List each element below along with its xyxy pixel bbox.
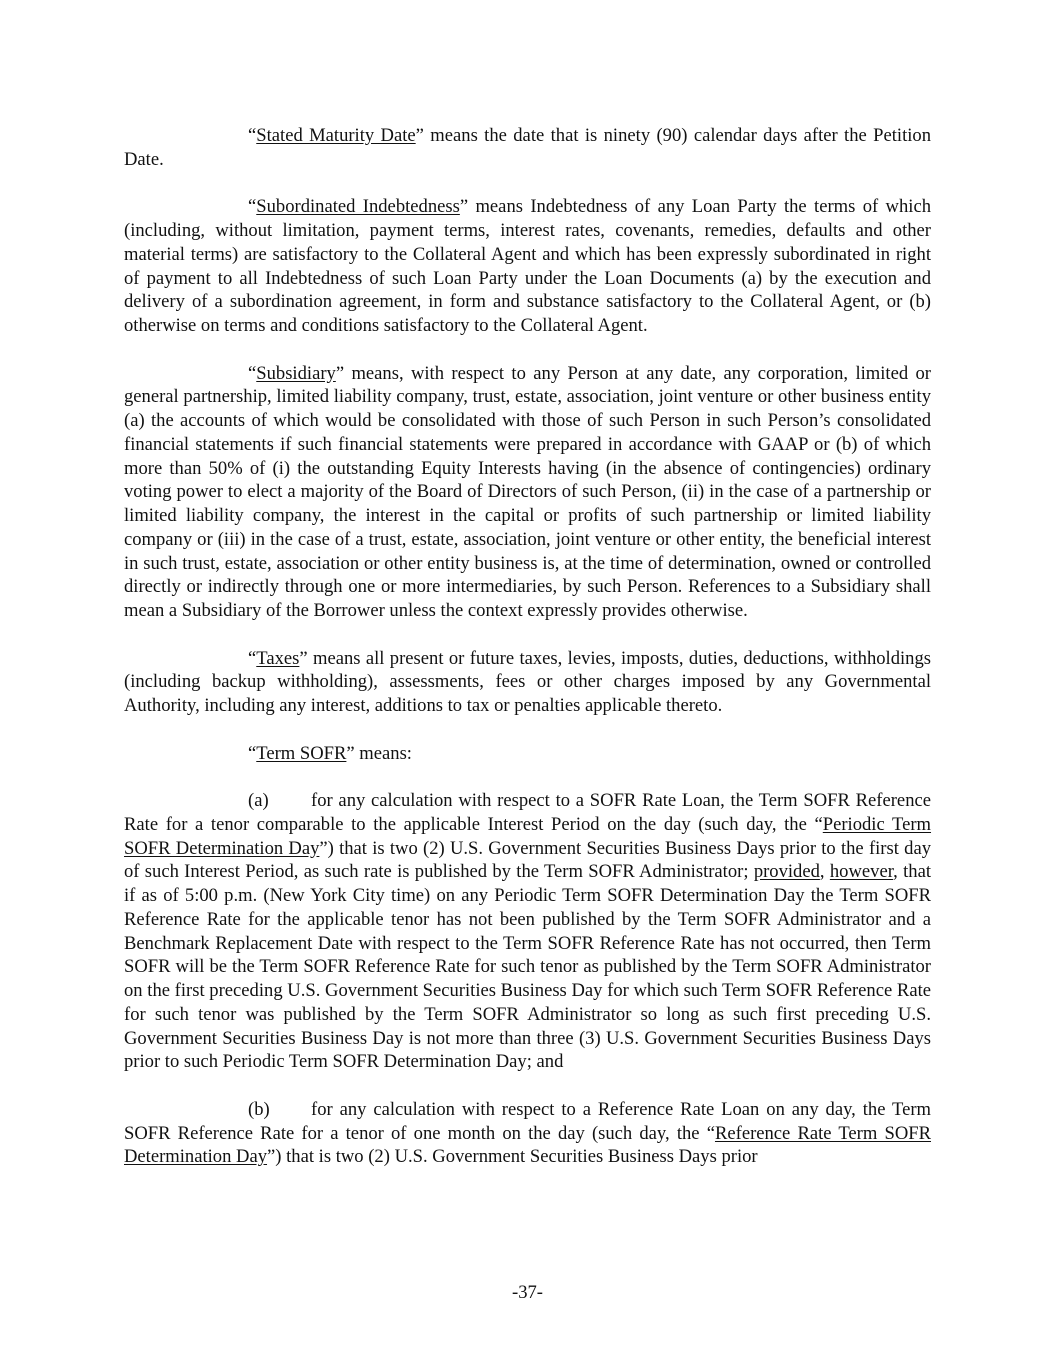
defined-term: Subordinated Indebtedness — [256, 196, 460, 218]
definition-text: ” means all present or future taxes, levies, imposts, duties, deductions, withholdings (including backup withholding), assessments, fees or other charges imposed by any Governmental Authority, including any interest, additions to tax or penalties applicable thereto. — [124, 647, 931, 716]
quote: “ — [248, 742, 257, 764]
defined-term: Taxes — [256, 647, 300, 669]
clause-label: (b) — [248, 1098, 270, 1120]
document-page — [124, 124, 931, 1193]
clause-text: ”) that is two (2) U.S. Government Securities Business Days prior — [267, 1146, 758, 1168]
defined-term: Term SOFR — [256, 742, 347, 764]
clause-text: for any calculation with respect to a Reference Rate Loan on any day, the Term SOFR Reference Rate for a tenor of one month on the day (such day, the “ — [124, 1098, 931, 1144]
definition-text: ” means: — [346, 742, 412, 764]
quote: “ — [248, 196, 257, 218]
clause-text: , that if as of 5:00 p.m. (New York City time) on any Periodic Term SOFR Determination Day the Term SOFR Reference Rate for the applicable tenor has not been published by the Term SOFR Administrator and a Benchmark Replacement Date with respect to the Term SOFR Reference Rate has not occurred, then Term SOFR will be the Term SOFR Reference Rate for such tenor as published by the Term SOFR Administrator on the first preceding U.S. Government Securities Business Day for which such Term SOFR Reference Rate for such tenor was published by the Term SOFR Administrator so long as such first preceding U.S. Government Securities Business Day is not more than three (3) U.S. Government Securities Business Days prior to such Periodic Term SOFR Determination Day; and — [124, 861, 931, 1073]
clause-label: (a) — [248, 790, 269, 811]
definition-text: ” means Indebtedness of any Loan Party the terms of which (including, without limitation, payment terms, interest rates, covenants, remedies, defaults and other material terms) are satisfactory to the Collateral Agent and which has been expressly subordinated in right of payment to all Indebtedness of such Loan Party under the Loan Documents (a) by the execution and delivery of a subordination agreement, in form and substance satisfactory to the Collateral Agent, or (b) otherwise on terms and conditions satisfactory to the Collateral Agent. — [124, 196, 932, 336]
clause-b — [124, 1098, 931, 1169]
definition-text: ” means the date that is ninety (90) calendar days after the Petition Date. — [124, 125, 932, 170]
clause-text: for any calculation with respect to a SOFR Rate Loan, the Term SOFR Reference Rate for a tenor comparable to the applicable Interest Period on the day (such day, the “ — [124, 790, 931, 835]
proviso-term: provided — [753, 861, 820, 883]
clause-text: , — [819, 861, 830, 883]
defined-term: Reference Rate Term SOFR Determination Day — [124, 1122, 931, 1168]
clause-a — [124, 789, 931, 1074]
proviso-term: however — [829, 861, 894, 883]
definition-term-sofr — [124, 742, 931, 766]
defined-term: Subsidiary — [256, 362, 336, 384]
defined-term: Periodic Term SOFR Determination Day — [124, 813, 932, 859]
definition-stated-maturity-date — [124, 124, 931, 172]
definition-subsidiary — [124, 362, 931, 623]
clause-text: ”) that is two (2) U.S. Government Securities Business Days prior to the first day of such Interest Period, as such rate is published by the Term SOFR Administrator; — [124, 837, 931, 883]
quote: “ — [248, 362, 257, 384]
defined-term: Stated Maturity Date — [256, 125, 416, 146]
quote: “ — [248, 125, 257, 146]
definition-subordinated-indebtedness — [124, 195, 931, 338]
definition-text: ” means, with respect to any Person at any date, any corporation, limited or general partnership, limited liability company, trust, estate, association, joint venture or other business entity (a) the accounts of which would be consolidated with those of such Person in such Person’s consolidated financial statements if such financial statements were prepared in accordance with GAAP or (b) of which more than 50% of (i) the outstanding Equity Interests having (in the absence of contingencies) ordinary voting power to elect a majority of the Board of Directors of such Person, (ii) in the case of a partnership or limited liability company, the interest in the capital or profits of such partnership or limited liability company or (iii) in the case of a trust, estate, association, joint venture or other entity, the beneficial interest in such trust, estate, association or other entity business is, at the time of determination, owned or controlled directly or indirectly through one or more intermediaries, by such Person. References to a Subsidiary shall mean a Subsidiary of the Borrower unless the context expressly provides otherwise. — [124, 362, 931, 621]
page-number: -37- — [512, 1282, 543, 1303]
definition-taxes — [124, 647, 931, 718]
quote: “ — [248, 647, 257, 669]
